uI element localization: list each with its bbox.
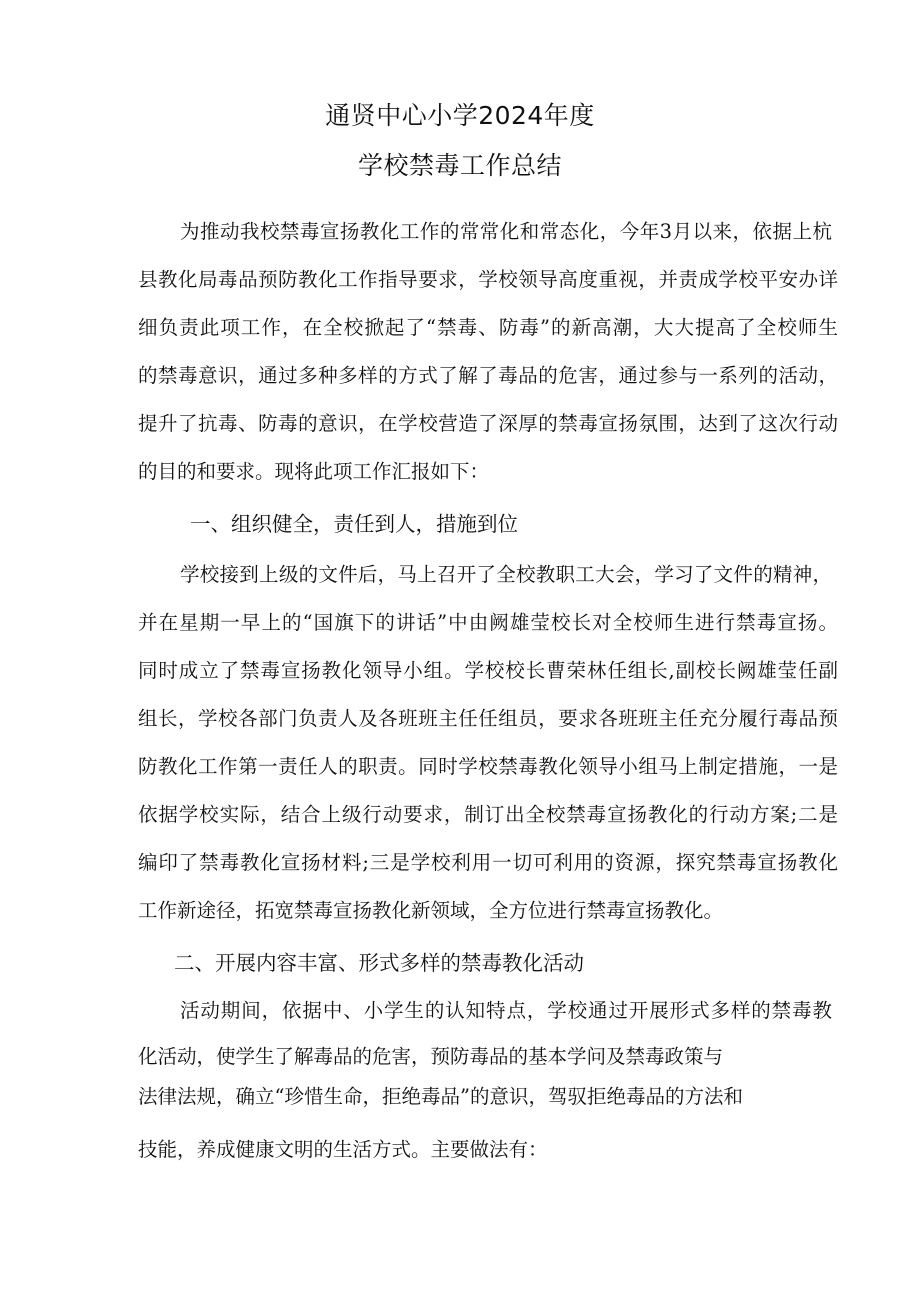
section1-paragraph-line: 同时成立了禁毒宣扬教化领导小组。学校校长曹荣林任组长,副校长阙雄莹任副: [138, 659, 838, 682]
section2-paragraph-line: 法律法规，确立“珍惜生命，拒绝毒品”的意识，驾驭拒绝毒品的方法和: [138, 1085, 743, 1108]
section1-paragraph-line: 防教化工作第一责任人的职责。同时学校禁毒教化领导小组马上制定措施，一是: [138, 755, 838, 778]
section-heading-1: 一、组织健全，责任到人，措施到位: [190, 512, 518, 536]
intro-paragraph-line: 的目的和要求。现将此项工作汇报如下：: [138, 460, 490, 483]
intro-paragraph-line: 细负责此项工作，在全校掀起了“禁毒、防毒”的新高潮，大大提高了全校师生: [138, 316, 838, 339]
document-title-line-2: 学校禁毒工作总结: [357, 151, 562, 180]
section2-paragraph-line: 技能，养成健康文明的生活方式。主要做法有：: [138, 1138, 548, 1161]
intro-paragraph-line: 县教化局毒品预防教化工作指导要求，学校领导高度重视，并责成学校平安办详: [138, 268, 838, 291]
section1-paragraph-line: 编印了禁毒教化宣扬材料;三是学校利用一切可利用的资源，探究禁毒宣扬教化: [138, 851, 838, 874]
intro-paragraph-line: 为推动我校禁毒宣扬教化工作的常常化和常态化，今年3月以来，依据上杭: [180, 220, 832, 243]
document-title-line-1: 通贤中心小学2024年度: [325, 101, 595, 130]
section1-paragraph-line: 依据学校实际，结合上级行动要求，制订出全校禁毒宣扬教化的行动方案;二是: [138, 803, 838, 826]
section-heading-2: 二、开展内容丰富、形式多样的禁毒教化活动: [174, 951, 584, 975]
intro-paragraph-line: 提升了抗毒、防毒的意识，在学校营造了深厚的禁毒宣扬氛围，达到了这次行动: [138, 412, 838, 435]
intro-paragraph-line: 的禁毒意识，通过多种多样的方式了解了毒品的危害，通过参与一系列的活动，: [138, 364, 838, 387]
section2-paragraph-line: 化活动，使学生了解毒品的危害，预防毒品的基本学问及禁毒政策与: [138, 1045, 724, 1068]
section2-paragraph-line: 活动期间，依据中、小学生的认知特点，学校通过开展形式多样的禁毒教: [180, 999, 832, 1022]
section1-paragraph-line: 学校接到上级的文件后，马上召开了全校教职工大会，学习了文件的精神，: [180, 563, 832, 586]
section1-paragraph-line: 组长，学校各部门负责人及各班班主任任组员，要求各班班主任充分履行毒品预: [138, 707, 838, 730]
section1-paragraph-line: 工作新途径，拓宽禁毒宣扬教化新领域，全方位进行禁毒宣扬教化。: [138, 899, 724, 922]
section1-paragraph-line: 并在星期一早上的“国旗下的讲话”中由阙雄莹校长对全校师生进行禁毒宣扬。: [138, 611, 838, 634]
